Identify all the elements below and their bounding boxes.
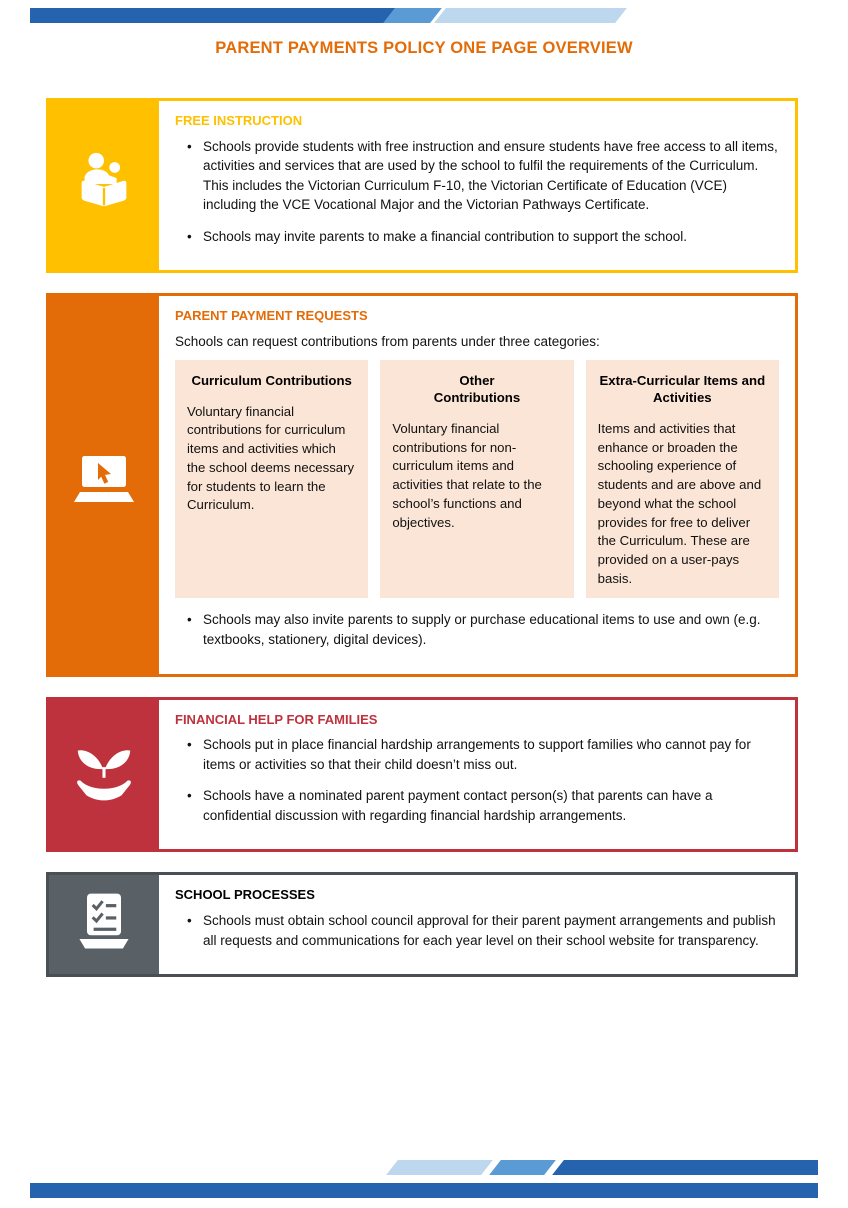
checklist-laptop-icon (70, 891, 138, 958)
sections-container (0, 58, 848, 977)
bottom-decorative-band (0, 1160, 848, 1198)
financial-help-content (159, 700, 795, 850)
bullet-item: • Schools must obtain school council approval for their parent payment arrangements and publish all requests and communications for each year level on their school website for transparency. (203, 911, 779, 950)
column-body: Items and activities that enhance or broaden the schooling experience of students and are above and beyond what the school provides for free to deliver the Curriculum. These are provided on a user-pays basis. (597, 420, 762, 586)
bullet-item: • Schools have a nominated parent payment contact person(s) that parents can have a confidential discussion with regarding financial hardship arrangements. (203, 786, 779, 825)
page-title: PARENT PAYMENTS POLICY ONE PAGE OVERVIEW (215, 39, 633, 57)
section-free-instruction (46, 98, 798, 273)
band-segment-light (434, 8, 627, 23)
column-extra-curricular (586, 360, 779, 599)
band-segment-dark (30, 8, 398, 23)
bullet-item: • Schools put in place financial hardship arrangements to support families who cannot pay for items or activities so that their child doesn’t miss out. (203, 735, 779, 774)
column-curriculum-contributions (175, 360, 368, 599)
bullet-item: • Schools provide students with free instruction and ensure students have free access to all items, activities and services that are used by the school to fulfil the requirements of the Curriculum. This includes the Victorian Curriculum F-10, the Victorian Certificate of Education (VCE) including the VCE Vocational Major and the Victorian Pathways Certificate. (203, 137, 779, 215)
band-segment-mid (383, 8, 442, 23)
bullet-list (175, 911, 779, 950)
band-segment-light (387, 1160, 493, 1175)
section-heading: SCHOOL PROCESSES (175, 887, 315, 903)
section-school-processes (46, 872, 798, 977)
column-title: Extra-Curricular Items and Activities (599, 372, 766, 405)
bullet-list (175, 735, 779, 825)
school-processes-content (159, 875, 795, 974)
laptop-cursor-icon (68, 454, 140, 517)
bullet-item: • Schools may also invite parents to supply or purchase educational items to use and own (e.g. textbooks, stationery, digital devices). (203, 610, 779, 649)
column-other-contributions (380, 360, 573, 599)
reading-person-icon (69, 148, 139, 223)
financial-help-icon-box (49, 700, 159, 850)
bullet-list (175, 610, 779, 649)
column-title: Other Contributions (433, 372, 521, 405)
free-instruction-icon-box (49, 101, 159, 270)
parent-payment-requests-icon-box (49, 296, 159, 673)
section-heading: FINANCIAL HELP FOR FAMILIES (175, 711, 378, 727)
column-body: Voluntary financial contributions for non-curriculum items and activities that relate to the school’s functions and objectives. (392, 420, 542, 530)
section-parent-payment-requests (46, 293, 798, 676)
section-intro: Schools can request contributions from parents under three categories: (175, 334, 600, 349)
hand-plant-icon (69, 737, 139, 812)
school-processes-icon-box (49, 875, 159, 974)
bullet-list (175, 137, 779, 247)
bullet-item: • Schools may invite parents to make a financial contribution to support the school. (203, 227, 779, 247)
free-instruction-content (159, 101, 795, 270)
parent-payment-requests-content (159, 296, 795, 673)
band-segment-dark (552, 1160, 818, 1175)
section-heading: PARENT PAYMENT REQUESTS (175, 308, 368, 324)
bottom-bar (30, 1183, 818, 1198)
band-segment-mid (489, 1160, 556, 1175)
section-financial-help-for-families (46, 697, 798, 853)
contribution-columns (175, 360, 779, 599)
column-body: Voluntary financial contributions for curriculum items and activities which the school deems necessary for students to learn the Curriculum. (187, 403, 355, 513)
section-heading: FREE INSTRUCTION (175, 113, 303, 128)
bottom-band-row (30, 1160, 818, 1175)
column-title: Curriculum Contributions (191, 372, 352, 388)
top-decorative-band (30, 8, 818, 23)
